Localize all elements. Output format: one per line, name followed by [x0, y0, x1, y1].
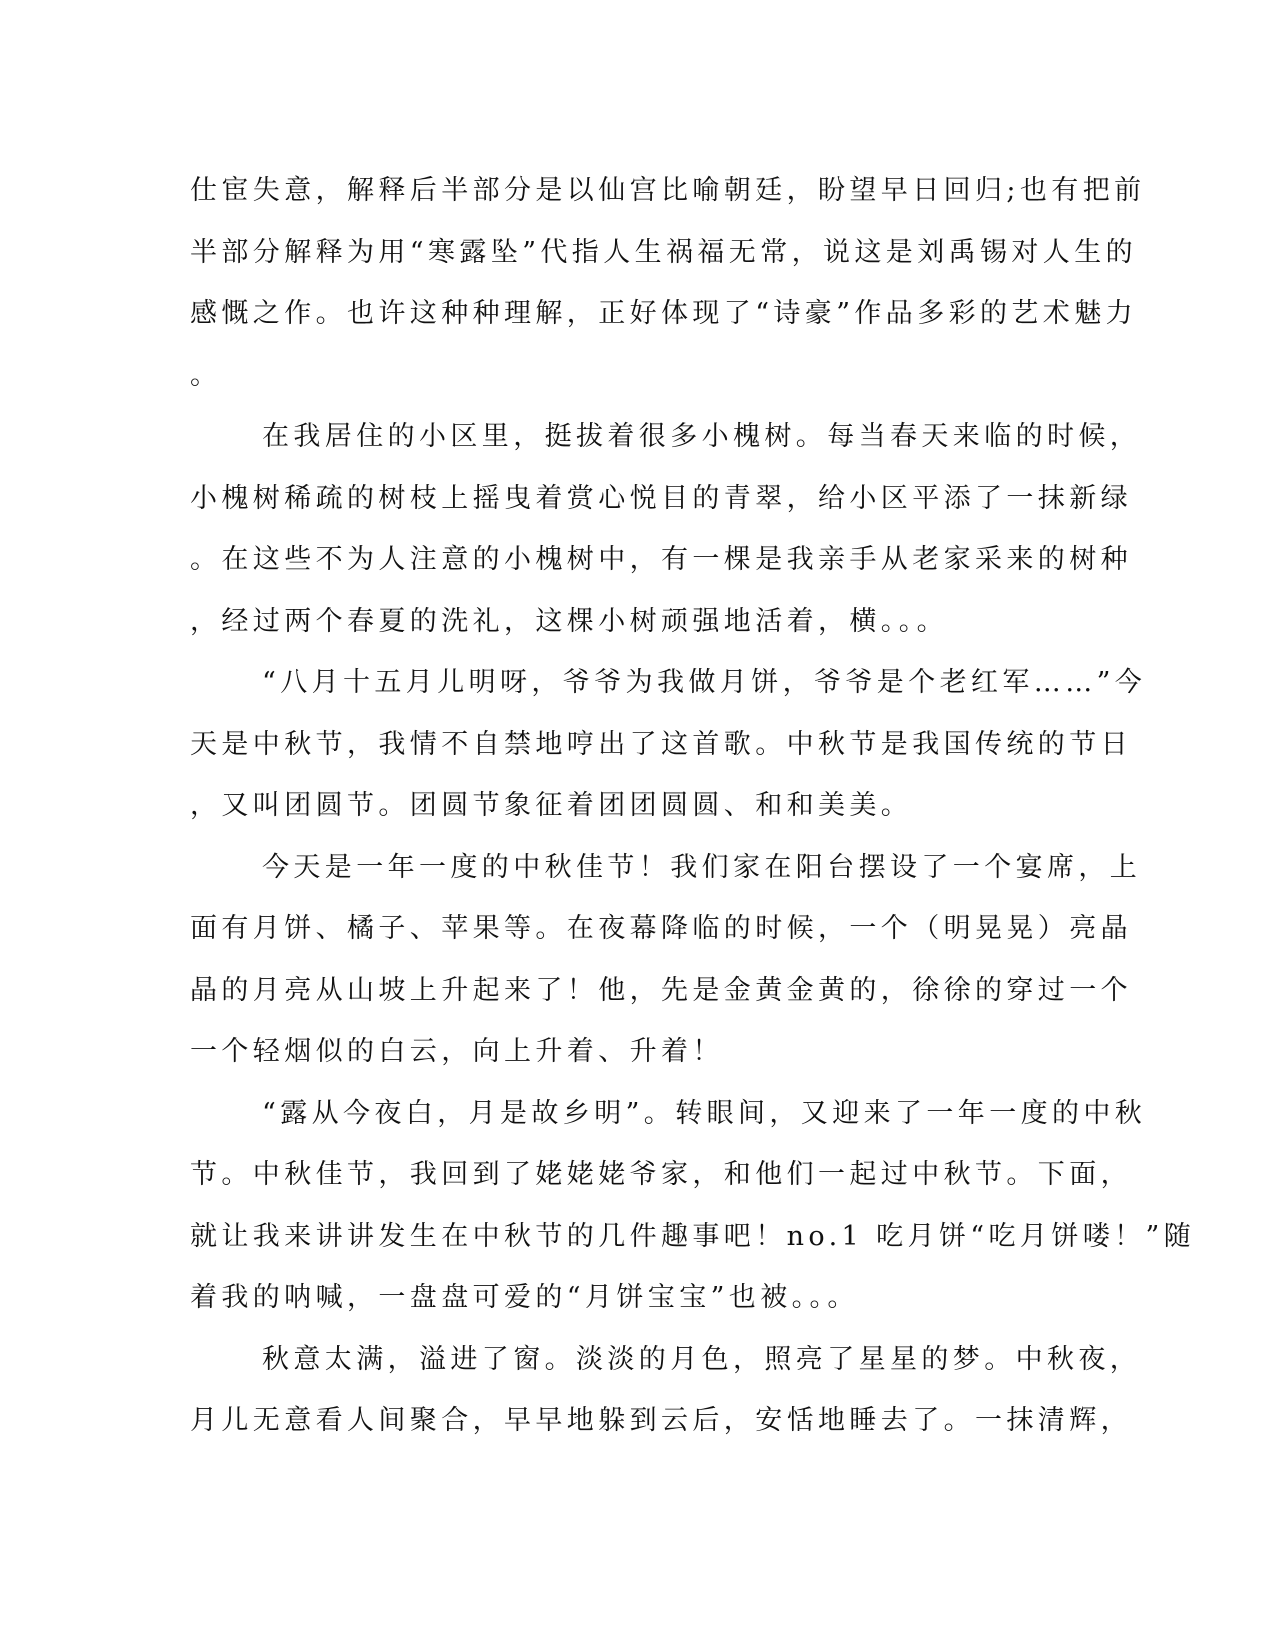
text-line: 着我的呐喊，一盘盘可爱的“月饼宝宝”也被。。。 [190, 1282, 859, 1313]
text-line: 。在这些不为人注意的小槐树中，有一棵是我亲手从老家采来的树种 [190, 544, 1132, 575]
text-line: 天是中秋节，我情不自禁地哼出了这首歌。中秋节是我国传统的节日 [190, 728, 1132, 760]
text-line: 节。中秋佳节，我回到了姥姥姥爷家，和他们一起过中秋节。下面， [190, 1159, 1132, 1190]
paragraph-first-line: “露从今夜白，月是故乡明”。转眼间，又迎来了一年一度的中秋 [262, 1097, 1147, 1129]
text-line: 仕宦失意，解释后半部分是以仙宫比喻朝廷，盼望早日回归;也有把前 [190, 175, 1146, 206]
text-line: 小槐树稀疏的树枝上摇曳着赏心悦目的青翠，给小区平添了一抹新绿 [190, 482, 1132, 514]
text-line: 一个轻烟似的白云，向上升着、升着！ [190, 1036, 724, 1067]
text-line: ，又叫团圆节。团圆节象征着团团圆圆、和和美美。 [190, 790, 913, 821]
text-line: 半部分解释为用“寒露坠”代指人生祸福无常，说这是刘禹锡对人生的 [190, 236, 1138, 268]
paragraph-first-line: 秋意太满，溢进了窗。淡淡的月色，照亮了星星的梦。中秋夜， [262, 1343, 1142, 1375]
text-line: 月儿无意看人间聚合，早早地躲到云后，安恬地睡去了。一抹清辉， [190, 1405, 1132, 1436]
text-line: 晶的月亮从山坡上升起来了！他，先是金黄金黄的，徐徐的穿过一个 [190, 974, 1132, 1006]
text-line: 就让我来讲讲发生在中秋节的几件趣事吧！no.1 吃月饼“吃月饼喽！”随 [190, 1220, 1196, 1252]
paragraph-first-line: “八月十五月儿明呀，爷爷为我做月饼，爷爷是个老红军……”今 [262, 667, 1147, 698]
text-line: 感慨之作。也许这种种理解，正好体现了“诗豪”作品多彩的艺术魅力 [190, 298, 1138, 329]
text-line: ，经过两个春夏的洗礼，这棵小树顽强地活着，横。。。 [190, 605, 948, 637]
body-text [190, 160, 1196, 1452]
paragraph-first-line: 在我居住的小区里，挺拔着很多小槐树。每当春天来临的时候， [262, 421, 1142, 452]
text-line: 面有月饼、橘子、苹果等。在夜幕降临的时候，一个（明晃晃）亮晶 [190, 913, 1132, 944]
text-line: 。 [190, 359, 222, 391]
paragraph-first-line: 今天是一年一度的中秋佳节！我们家在阳台摆设了一个宴席，上 [262, 851, 1142, 883]
